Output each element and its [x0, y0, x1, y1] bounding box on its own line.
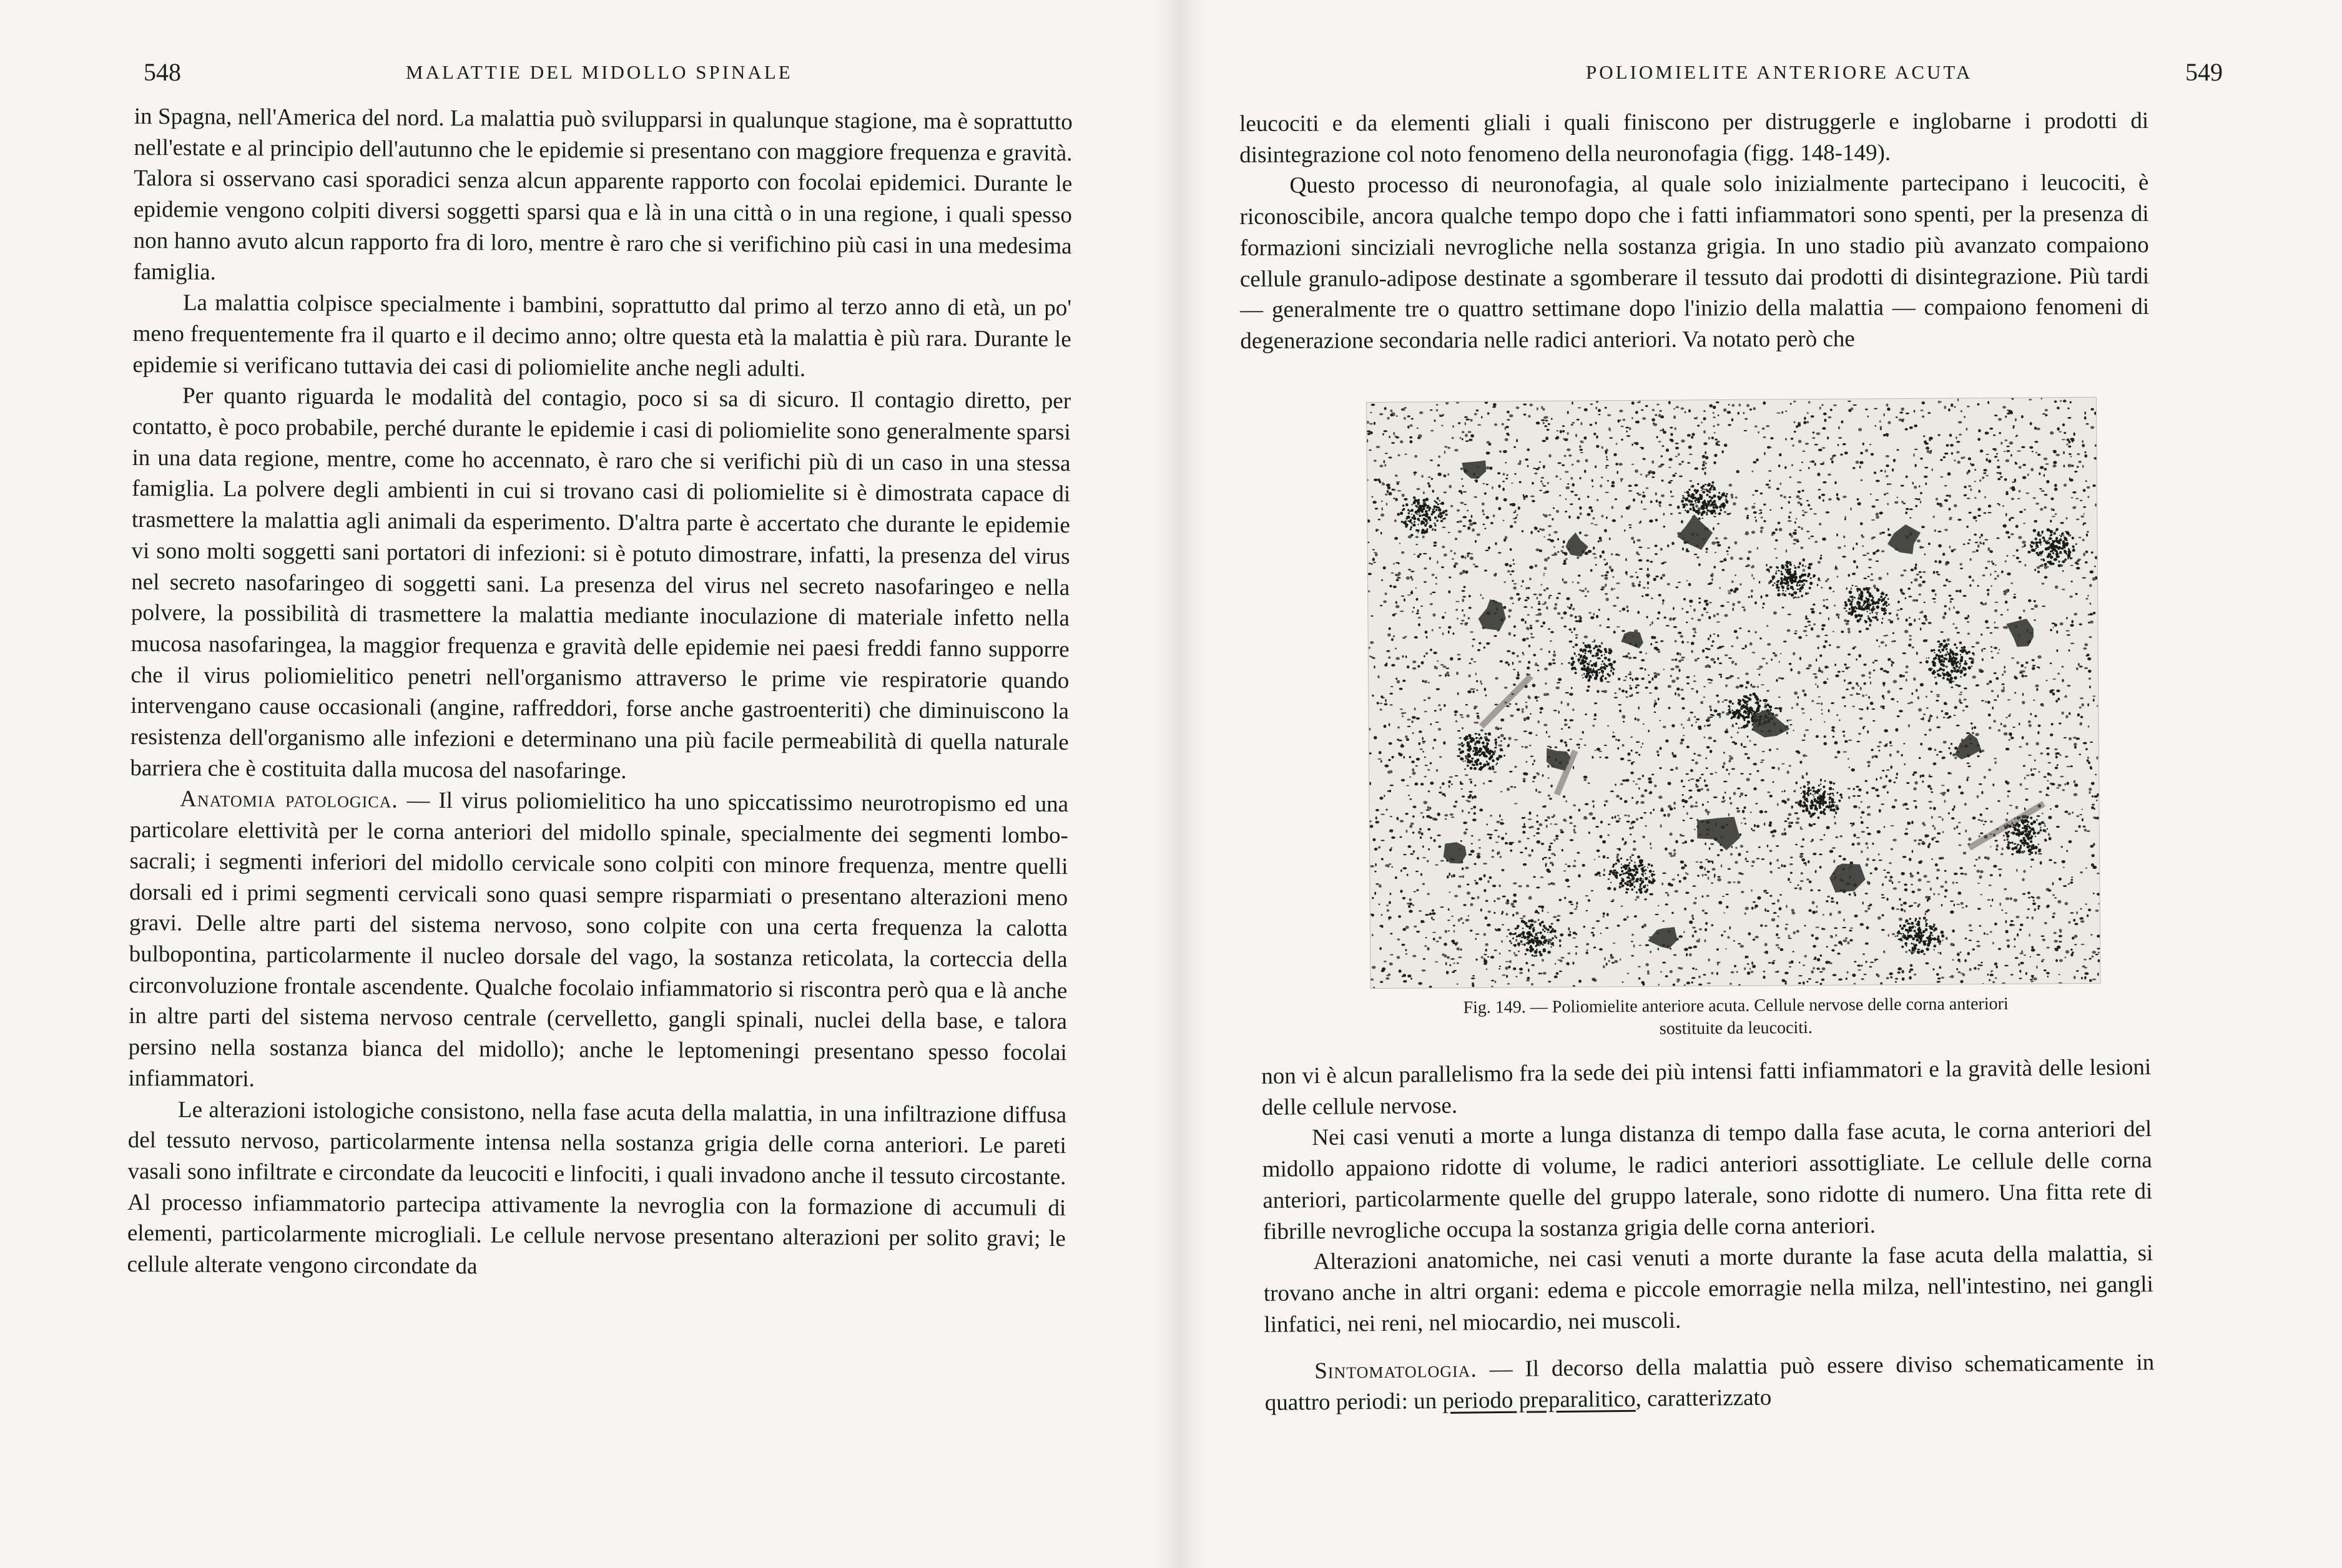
- right-body-text-top: [1239, 105, 2149, 357]
- running-head: MALATTIE DEL MIDOLLO SPINALE: [406, 61, 793, 83]
- section-heading-sintomatologia: Sintomatologia.: [1314, 1356, 1477, 1384]
- paragraph-sintomatologia: [1264, 1347, 2155, 1418]
- paragraph-text: — Il decorso della malattia può essere diviso schematicamente in quattro periodi: un: [1264, 1350, 2155, 1416]
- figure-caption: [1361, 992, 2110, 1042]
- section-heading-anatomia: Anatomia patologica.: [180, 786, 398, 814]
- page-number: 549: [2185, 58, 2223, 86]
- running-head: POLIOMIELITE ANTERIORE ACUTA: [1586, 61, 1973, 83]
- page-number: 548: [144, 58, 181, 86]
- paragraph: Per quanto riguarda le modalità del contagio, poco si sa di sicuro. Il contagio diretto, per contatto, è poco probabile, perché durante le epidemie i casi di poliomielite sono generalmente sparsi in una data regione, mentre, come ho accennato, è raro che si verifichi più di un caso in una stessa famiglia. La polvere degli ambienti in cui si trovano casi di poliomielite si è dimostrata capace di trasmettere la malattia agli animali da esperimento. D'altra parte è accertato che durante le epidemie vi sono molti soggetti sani portatori di infezioni: si è potuto dimostrare, infatti, la presenza del virus nel secreto nasofaringeo di soggetti sani. La presenza del virus nel secreto nasofaringeo e nella polvere, la possibilità di trasmettere la malattia mediante inoculazione di materiale infetto nella mucosa nasofaringea, la maggior frequenza e gravità delle epidemie nei paesi freddi fanno supporre che il virus poliomielitico penetri nell'organismo attraverso le prime vie respiratorie quando intervengano cause occasionali (angine, raffreddori, forse anche gastroenteriti) che diminuiscono la resistenza dell'organismo alle infezioni e determinano una più facile permeabilità di quella naturale barriera che è costituita dalla mucosa del nasofaringe.: [130, 383, 1071, 784]
- paragraph-text: , caratterizzato: [1635, 1384, 1772, 1412]
- paragraph: La malattia colpisce specialmente i bambini, soprattutto dal primo al terzo anno di età, un po' meno frequentemente fra il quarto e il decimo anno; oltre questa età la malattia è più rara. Durante le epidemie si verificano tuttavia dei casi di poliomielite anche negli adulti.: [132, 290, 1072, 382]
- paragraph: in Spagna, nell'America del nord. La malattia può svilupparsi in qualunque stagione, ma è soprattutto nell'estate e al principio dell'autunno che le epidemie si presentano con maggiore frequenza e gravità. Talora si osservano casi sporadici senza alcun apparente rapporto con focolai epidemici. Durante le epidemie vengono colpiti diversi soggetti sparsi qua e là in una città o in una regione, i quali spesso non hanno avuto alcun rapporto fra di loro, mentre è raro che si verifichino più casi in una medesima famiglia.: [133, 103, 1073, 285]
- paragraph: Le alterazioni istologiche consistono, nella fase acuta della malattia, in una infiltrazione diffusa del tessuto nervoso, particolarmente intensa nella sostanza grigia delle corna anteriori. Le pareti vasali sono infiltrate e circondate da leucociti e linfociti, i quali invadono anche il tessuto circostante. Al processo infiammatorio partecipa attivamente la nevroglia con la formazione di accumuli di elementi, particolarmente microgliali. Le cellule nervose presentano alterazioni per solito gravi; le cellule alterate vengono circondate da: [127, 1096, 1067, 1280]
- paragraph: leucociti e da elementi gliali i quali finiscono per distruggerle e inglobarne i prodotti di disintegrazione col noto fenomeno della neuronofagia (figg. 148-149).: [1239, 107, 2149, 168]
- micrograph-image: [1367, 398, 2100, 988]
- paragraph: non vi è alcun parallelismo fra la sede dei più intensi fatti infiammatori e la gravità delle lesioni delle cellule nervose.: [1261, 1054, 2152, 1120]
- paragraph-anatomia: [128, 783, 1068, 1099]
- figure-caption-line: sostituite da leucociti.: [1659, 1017, 1813, 1039]
- right-body-text-bottom: [1261, 1052, 2155, 1419]
- paragraph: Questo processo di neuronofagia, al quale solo inizialmente partecipano i leucociti, è riconoscibile, ancora qualche tempo dopo che i fatti infiammatori sono spenti, per la presenza di formazioni sinciziali nevrogliche nella sostanza grigia. In uno stadio più avanzato compaiono cellule granulo-adipose destinate a sgomberare il tessuto dai prodotti di disintegrazione. Più tardi — generalmente tre o quattro settimane dopo l'inizio della malattia — compaiono fenomeni di degenerazione secondaria nelle radici anteriori. Va notato però che: [1239, 170, 2150, 354]
- paragraph-text: — Il virus poliomielitico ha uno spiccatissimo neurotropismo ed una particolare elettività per le corna anteriori del midollo spinale, specialmente dei segmenti lombo-sacrali; i segmenti inferiori del midollo cervicale sono colpiti con minore frequenza, mentre quelli dorsali ed i primi segmenti cervicali sono quasi sempre risparmiati o presentano alterazioni meno gravi. Delle altre parti del sistema nervoso, sono colpite con una certa frequenza la calotta bulbopontina, particolarmente il nucleo dorsale del vago, la sostanza reticolata, la corteccia della circonvoluzione frontale ascendente. Qualche focolaio infiammatorio si riscontra però qua e là anche in altre parti del sistema nervoso centrale (cervelletto, gangli spinali, nuclei della base, e talora persino nella sostanza bianca del midollo); anche le leptomeningi presentano spesso focolai infiammatori.: [128, 788, 1069, 1092]
- left-page: [0, 0, 1168, 1568]
- histology-figure: [1366, 397, 2101, 989]
- underlined-term: periodo preparalitico: [1442, 1386, 1636, 1414]
- paragraph: Nei casi venuti a morte a lunga distanza di tempo dalla fase acuta, le corna anteriori del midollo appaiono ridotte di volume, le radici anteriori assottigliate. Le cellule delle corna anteriori, particolarmente quelle del gruppo laterale, sono ridotte di numero. Una fitta rete di fibrille nevrogliche occupa la sostanza grigia delle corna anteriori.: [1262, 1116, 2153, 1245]
- left-body-text: [127, 101, 1073, 1286]
- right-page: [1174, 0, 2342, 1568]
- figure-caption-line: Fig. 149. — Poliomielite anteriore acuta. Cellule nervose delle corna anteriori: [1463, 994, 2009, 1017]
- paragraph: Alterazioni anatomiche, nei casi venuti a morte durante la fase acuta della malattia, si trovano anche in altri organi: edema e piccole emorragie nella milza, nell'intestino, nei gangli linfatici, nei reni, nel miocardio, nei muscoli.: [1263, 1240, 2154, 1338]
